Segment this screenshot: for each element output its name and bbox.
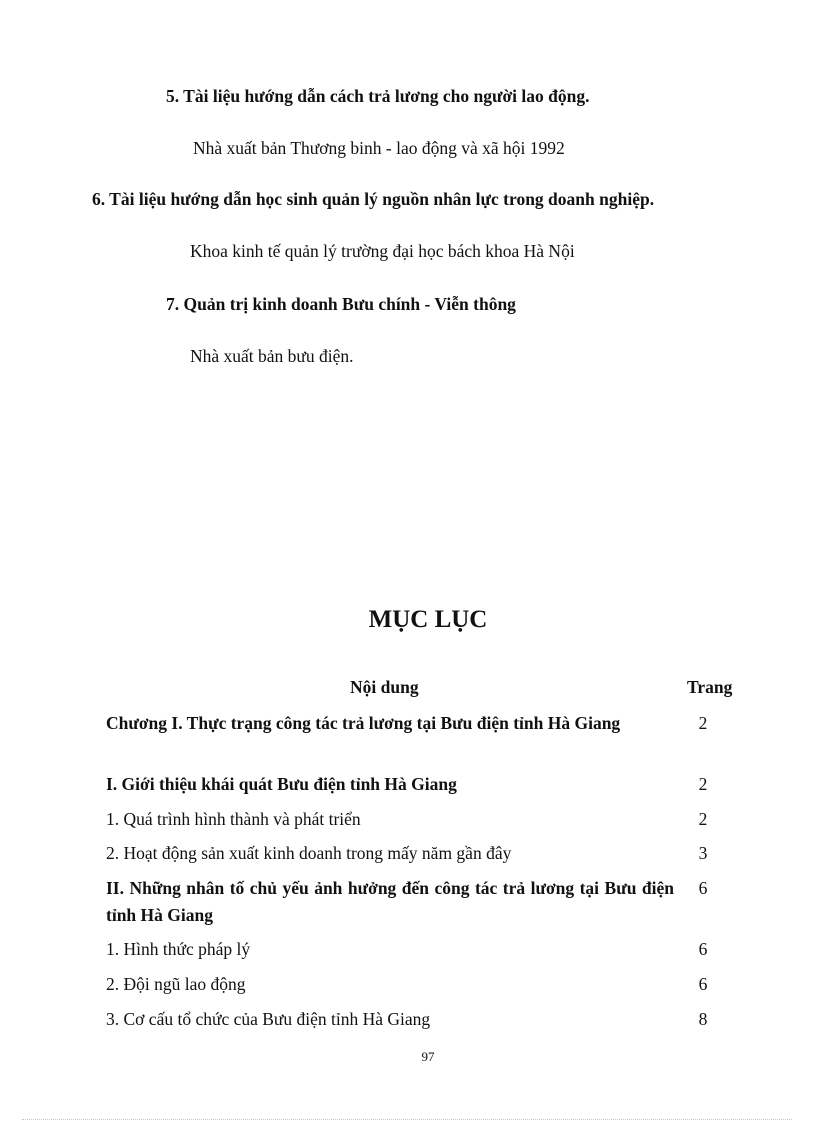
toc-header-content: Nội dung (350, 677, 419, 697)
toc-row-text: I. Giới thiệu khái quát Bưu điện tỉnh Hà Giang (106, 774, 457, 794)
toc-row-text: 1. Quá trình hình thành và phát triển (106, 809, 361, 829)
toc-row-text: II. Những nhân tố chủ yếu ảnh hưởng đến công tác trả lương tại Bưu điện tỉnh Hà Giang (106, 878, 674, 925)
toc-row-page: 2 (698, 809, 708, 829)
toc-row-text: 3. Cơ cấu tổ chức của Bưu điện tỉnh Hà Giang (106, 1009, 431, 1029)
reference-6-title: 6. Tài liệu hướng dẫn học sinh quản lý nguồn nhân lực trong doanh nghiệp. (92, 189, 655, 209)
toc-row-page: 6 (698, 974, 708, 994)
toc-row-item-2-3 (106, 1006, 740, 1033)
toc-row-section-2 (106, 875, 740, 929)
toc-row-page: 3 (698, 843, 708, 863)
toc-row-page: 6 (698, 939, 708, 959)
toc-row-text: 1. Hình thức pháp lý (106, 939, 251, 959)
page-bottom-divider (22, 1119, 792, 1120)
toc-row-item-1-1 (106, 806, 740, 833)
toc-row-text: Chương I. Thực trạng công tác trả lương tại Bưu điện tỉnh Hà Giang (106, 713, 621, 733)
toc-row-page: 2 (698, 713, 708, 733)
page-number: 97 (421, 1049, 435, 1064)
toc-header-page: Trang (687, 677, 733, 697)
reference-7-publisher: Nhà xuất bản bưu điện. (190, 346, 354, 366)
toc-row-section-1 (106, 771, 740, 798)
toc-row-item-2-1 (106, 936, 740, 963)
toc-row-page: 6 (698, 878, 708, 898)
reference-5-publisher: Nhà xuất bản Thương binh - lao động và xã hội 1992 (193, 138, 565, 158)
reference-5-title: 5. Tài liệu hướng dẫn cách trả lương cho người lao động. (166, 86, 590, 106)
toc-row-chapter-1 (106, 710, 740, 764)
reference-6-publisher: Khoa kinh tế quản lý trường đại học bách khoa Hà Nội (190, 241, 575, 261)
toc-row-text: 2. Đội ngũ lao động (106, 974, 246, 994)
toc-title: MỤC LỤC (368, 606, 488, 633)
toc-row-item-2-2 (106, 971, 740, 998)
toc-row-text: 2. Hoạt động sản xuất kinh doanh trong mấy năm gần đây (106, 843, 512, 863)
reference-7-title: 7. Quản trị kinh doanh Bưu chính - Viễn thông (166, 294, 516, 314)
toc-row-page: 8 (698, 1009, 708, 1029)
toc-row-page: 2 (698, 774, 708, 794)
toc-row-item-1-2 (106, 840, 740, 867)
